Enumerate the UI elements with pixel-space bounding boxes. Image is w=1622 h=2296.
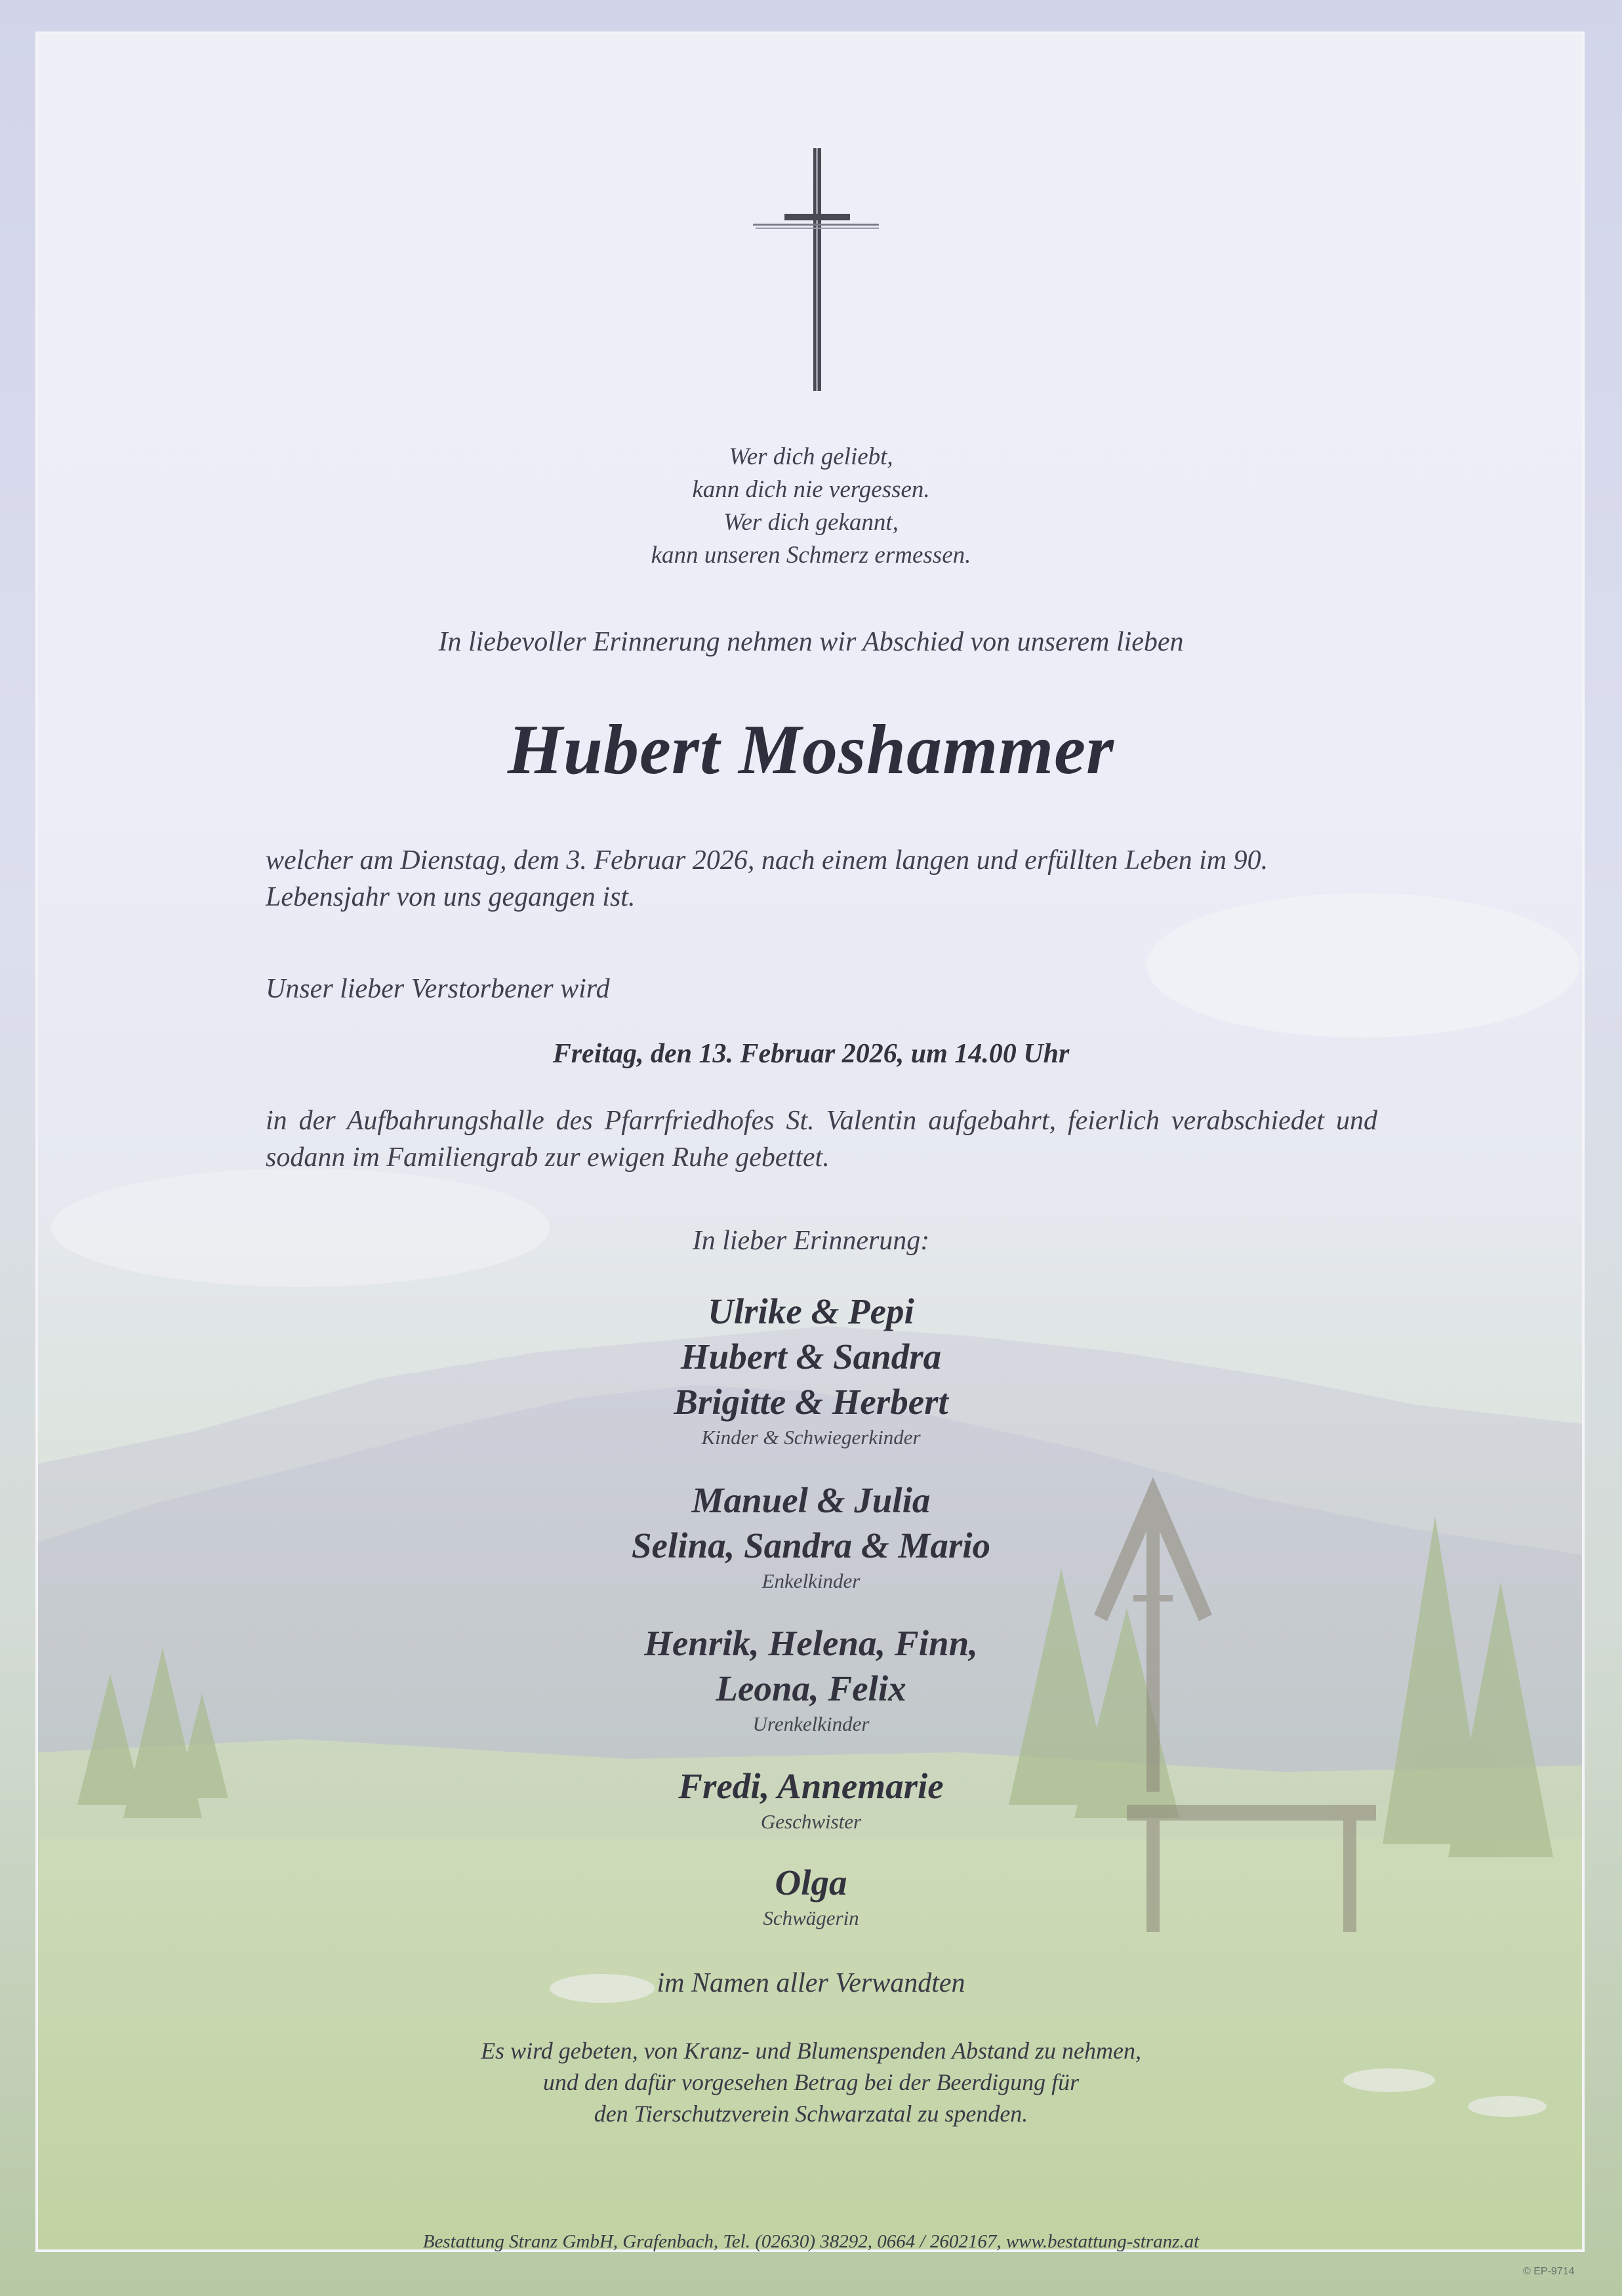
mourner-group-siblings — [0, 1763, 1622, 1835]
mourner-group-sister-in-law — [0, 1860, 1622, 1931]
mourner-names: Leona, Felix — [716, 1668, 906, 1708]
cross-icon — [753, 148, 884, 391]
mourner-names: Brigitte & Herbert — [674, 1382, 948, 1422]
poem-verse — [0, 441, 1622, 572]
mourner-names: Fredi, Annemarie — [678, 1766, 944, 1806]
mourner-names: Ulrike & Pepi — [708, 1291, 914, 1331]
request-line: Es wird gebeten, von Kranz- und Blumenspenden Abstand zu nehmen, — [481, 2038, 1141, 2064]
mourner-names: Henrik, Helena, Finn, — [644, 1623, 978, 1663]
death-paragraph: welcher am Dienstag, dem 3. Februar 2026, nach einem langen und erfüllten Leben im 90. Lebensjahr von uns gegangen ist. — [266, 845, 1268, 912]
mourner-relation: Schwägerin — [763, 1906, 859, 1929]
mourner-group-grandchildren — [0, 1478, 1622, 1594]
funeral-home-footer: Bestattung Stranz GmbH, Grafenbach, Tel. (02630) 38292, 0664 / 2602167, www.bestattung-stranz.at — [422, 2231, 1200, 2252]
poem-line: kann dich nie vergessen. — [692, 476, 930, 503]
poem-line: Wer dich gekannt, — [723, 509, 899, 536]
donation-request — [0, 2035, 1622, 2129]
deceased-name: Hubert Moshammer — [507, 711, 1115, 789]
mourner-relation: Geschwister — [760, 1810, 862, 1833]
mourner-names: Hubert & Sandra — [680, 1337, 942, 1377]
funeral-paragraph: in der Aufbahrungshalle des Pfarrfriedhofes St. Valentin aufgebahrt, feierlich verabschiedet und sodann im Familiengrab zur ewigen Ruhe gebettet. — [266, 1106, 1377, 1173]
mourner-names: Olga — [775, 1863, 847, 1903]
request-line: und den dafür vorgesehen Betrag bei der Beerdigung für — [542, 2069, 1080, 2095]
request-line: den Tierschutzverein Schwarzatal zu spenden. — [594, 2101, 1028, 2127]
mourner-names: Manuel & Julia — [691, 1480, 931, 1520]
mourner-relation: Kinder & Schwiegerkinder — [701, 1426, 921, 1449]
closing-line: im Namen aller Verwandten — [657, 1968, 965, 1998]
poem-line: kann unseren Schmerz ermessen. — [651, 542, 971, 569]
mourner-group-children — [0, 1289, 1622, 1451]
funeral-date: Freitag, den 13. Februar 2026, um 14.00 Uhr — [552, 1039, 1070, 1069]
mourner-relation: Urenkelkinder — [752, 1712, 870, 1735]
mourner-names: Selina, Sandra & Mario — [631, 1525, 991, 1565]
memory-title: In lieber Erinnerung: — [692, 1226, 930, 1256]
print-code: © EP-9714 — [1523, 2266, 1575, 2277]
mourner-group-great-grandchildren — [0, 1621, 1622, 1737]
intro-text: In liebevoller Erinnerung nehmen wir Abschied von unserem lieben — [438, 627, 1184, 657]
poem-line: Wer dich geliebt, — [729, 443, 893, 470]
mourner-relation: Enkelkinder — [761, 1569, 861, 1592]
funeral-intro: Unser lieber Verstorbener wird — [266, 974, 610, 1004]
